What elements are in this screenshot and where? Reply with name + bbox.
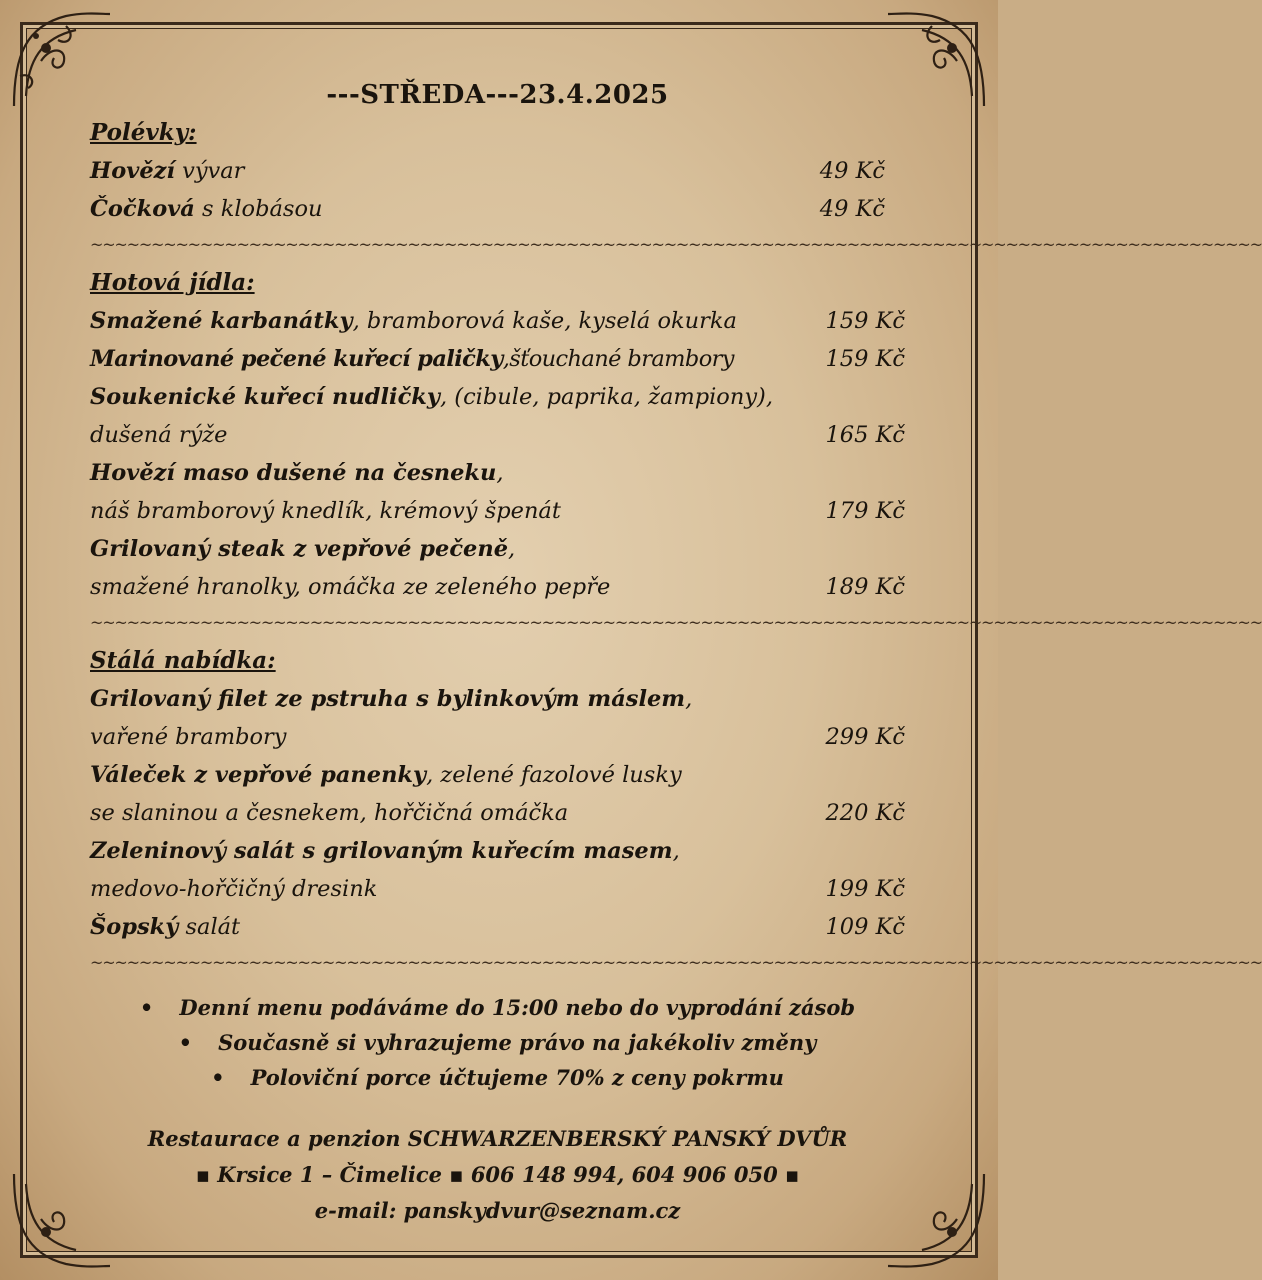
dish-description: ,	[496, 460, 504, 486]
email: e-mail: panskydvur@seznam.cz	[314, 1198, 681, 1223]
dish-name: Marinované pečené kuřecí paličky	[90, 346, 503, 372]
divider: ~~~~~~~~~~~~~~~~~~~~~~~~~~~~~~~~~~~~~~~~~~~~~~~~~~~~~~~~~~~~~~~~~~~~~~~~~~~~~~~~~~~~~~~~~~~~~~~~	[90, 953, 1262, 972]
dish-name: Váleček z vepřové panenky	[90, 762, 427, 788]
dish-price: 179 Kč	[825, 498, 905, 524]
footer	[90, 1121, 905, 1229]
dish-description: , zelené fazolové lusky	[426, 762, 682, 788]
dish-price: 159 Kč	[825, 308, 905, 334]
dish-description: s klobásou	[194, 196, 323, 222]
note-item: • Poloviční porce účtujeme 70% z ceny pokrmu	[211, 1065, 784, 1090]
dish-name: Soukenické kuřecí nudličky	[90, 384, 440, 410]
bullet-icon: •	[211, 1065, 225, 1090]
menu-item	[90, 340, 905, 378]
section-heading-permanent: Stálá nabídka:	[90, 647, 276, 674]
dish-price: 49 Kč	[819, 158, 885, 184]
menu-item-continuation	[90, 416, 905, 454]
dish-name: Grilovaný steak z vepřové pečeně	[90, 536, 509, 562]
note-item: • Denní menu podáváme do 15:00 nebo do vyprodání zásob	[139, 995, 856, 1020]
menu-item	[90, 454, 905, 492]
menu-item	[90, 756, 905, 794]
menu-item-continuation	[90, 870, 905, 908]
notes-list	[90, 990, 905, 1095]
section-heading-soups: Polévky:	[90, 119, 197, 146]
dish-name: Hovězí maso dušené na česneku	[90, 460, 497, 486]
dish-name: Čočková	[90, 196, 195, 222]
menu-content	[90, 80, 1262, 1229]
bullet-icon: •	[178, 1030, 193, 1055]
dish-price: 109 Kč	[825, 914, 905, 940]
menu-item	[90, 190, 905, 228]
divider: ~~~~~~~~~~~~~~~~~~~~~~~~~~~~~~~~~~~~~~~~~~~~~~~~~~~~~~~~~~~~~~~~~~~~~~~~~~~~~~~~~~~~~~~~~~~~~~~~	[90, 613, 1262, 632]
dish-price: 49 Kč	[819, 196, 885, 222]
dish-description: náš bramborový knedlík, krémový špenát	[90, 498, 561, 524]
menu-item	[90, 832, 905, 870]
dish-price: 165 Kč	[825, 422, 905, 448]
dish-price: 189 Kč	[825, 574, 905, 600]
section-heading-mains: Hotová jídla:	[90, 269, 255, 296]
note-item: • Současně si vyhrazujeme právo na jakékoliv změny	[178, 1030, 817, 1055]
address-phone: ▪ Krsice 1 – Čimelice ▪ 606 148 994, 604 906 050 ▪	[195, 1162, 800, 1187]
menu-item	[90, 378, 905, 416]
dish-name: Zeleninový salát s grilovaným kuřecím masem	[90, 838, 673, 864]
dish-name: Hovězí	[90, 158, 175, 184]
dish-price: 220 Kč	[825, 800, 905, 826]
dish-description: ,	[508, 536, 516, 562]
menu-item-continuation	[90, 568, 905, 606]
menu-item	[90, 530, 905, 568]
dish-description: vařené brambory	[90, 724, 287, 750]
dish-price: 159 Kč	[825, 346, 905, 372]
dish-description: ,	[672, 838, 680, 864]
dish-description: se slaninou a česnekem, hořčičná omáčka	[90, 800, 569, 826]
menu-item	[90, 680, 905, 718]
dish-price: 199 Kč	[825, 876, 905, 902]
dish-description: ,šťouchané brambory	[502, 346, 734, 372]
bullet-icon: •	[139, 995, 154, 1020]
menu-item	[90, 152, 905, 190]
menu-item-continuation	[90, 794, 905, 832]
menu-item	[90, 302, 905, 340]
restaurant-name: Restaurace a penzion SCHWARZENBERSKÝ PANSKÝ DVŮR	[147, 1126, 848, 1151]
dish-description: , (cibule, paprika, žampiony),	[439, 384, 773, 410]
menu-item-continuation	[90, 492, 905, 530]
dish-description: dušená rýže	[90, 422, 228, 448]
dish-description: salát	[178, 914, 241, 940]
menu-title: ---STŘEDA---23.4.2025	[326, 80, 669, 110]
dish-description: smažené hranolky, omáčka ze zeleného pepře	[90, 574, 611, 600]
dish-description: , bramborová kaše, kyselá okurka	[352, 308, 737, 334]
dish-name: Grilovaný filet ze pstruha s bylinkovým máslem	[90, 686, 686, 712]
dish-description: vývar	[174, 158, 245, 184]
menu-item-continuation	[90, 718, 905, 756]
menu-item	[90, 908, 905, 946]
dish-description: medovo-hořčičný dresink	[90, 876, 378, 902]
dish-name: Šopský	[90, 914, 179, 940]
dish-name: Smažené karbanátky	[90, 308, 353, 334]
dish-price: 299 Kč	[825, 724, 905, 750]
dish-description: ,	[685, 686, 693, 712]
divider: ~~~~~~~~~~~~~~~~~~~~~~~~~~~~~~~~~~~~~~~~~~~~~~~~~~~~~~~~~~~~~~~~~~~~~~~~~~~~~~~~~~~~~~~~~~~~~~~~	[90, 235, 1262, 254]
